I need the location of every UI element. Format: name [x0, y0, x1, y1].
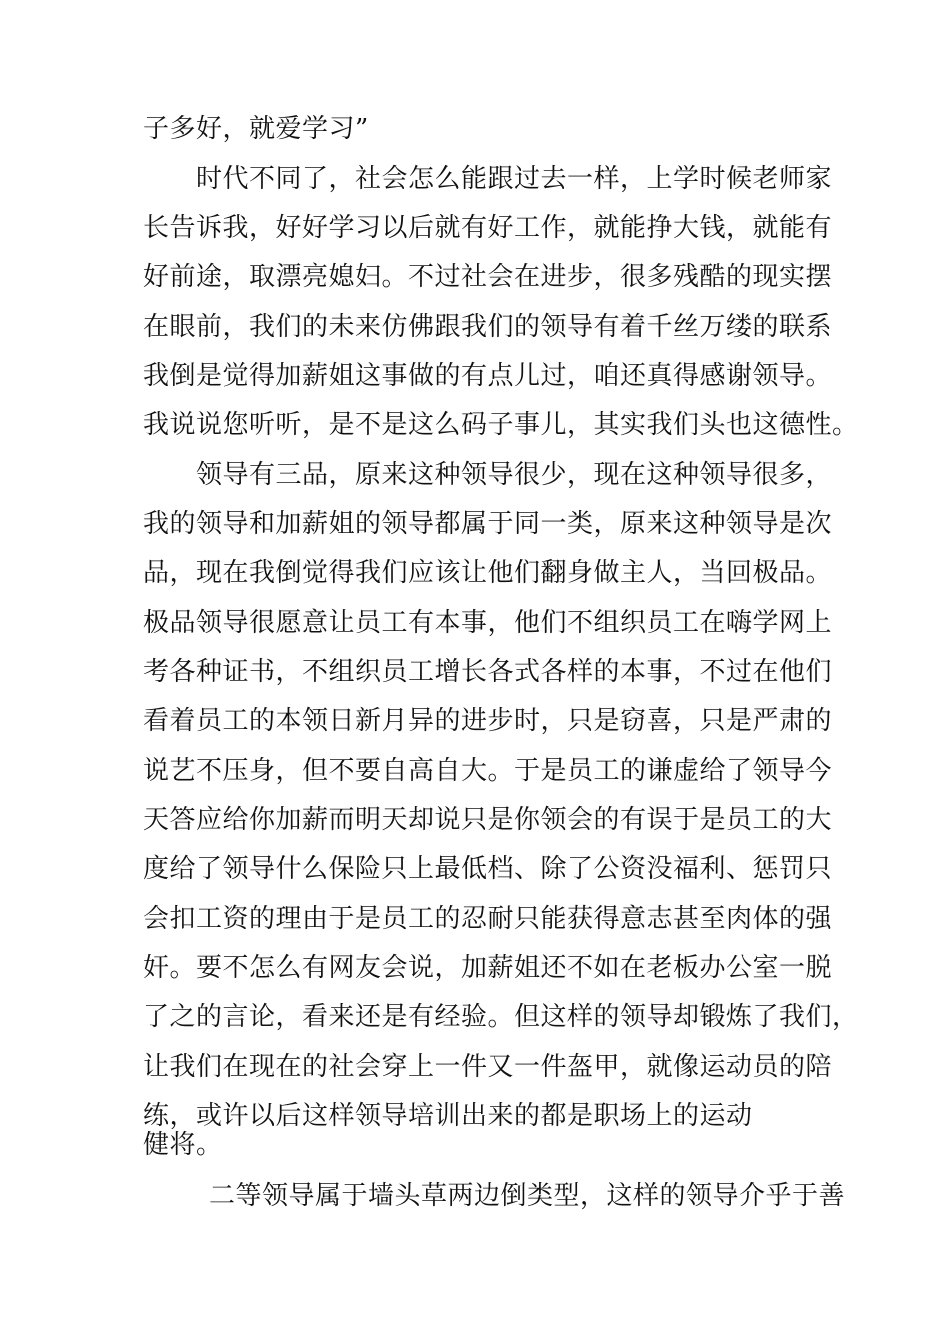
text-line: 长告诉我，好好学习以后就有好工作，就能挣大钱，就能有 — [143, 213, 833, 243]
text-line: 我倒是觉得加薪姐这事做的有点儿过，咱还真得感谢领导。 — [143, 361, 833, 391]
paragraph-start-line: 二等领导属于墙头草两边倒类型，这样的领导介乎于善 — [209, 1181, 846, 1211]
text-line: 了之的言论，看来还是有经验。但这样的领导却锻炼了我们， — [143, 1002, 859, 1032]
text-line: 天答应给你加薪而明天却说只是你领会的有误于是员工的大 — [143, 805, 833, 835]
text-line: 说艺不压身，但不要自高自大。于是员工的谦虚给了领导今 — [143, 756, 833, 786]
text-line: 极品领导很愿意让员工有本事，他们不组织员工在嗨学网上 — [143, 608, 833, 638]
text-line: 品，现在我倒觉得我们应该让他们翻身做主人，当回极品。 — [143, 558, 833, 588]
text-line: 在眼前，我们的未来仿佛跟我们的领导有着千丝万缕的联系 — [143, 312, 833, 342]
paragraph-start-line: 时代不同了，社会怎么能跟过去一样，上学时候老师家 — [196, 164, 833, 194]
text-line: 练，或许以后这样领导培训出来的都是职场上的运动 — [143, 1101, 753, 1131]
text-line: 我的领导和加薪姐的领导都属于同一类，原来这种领导是次 — [143, 509, 833, 539]
text-line: 考各种证书，不组织员工增长各式各样的本事，不过在他们 — [143, 657, 833, 687]
text-line: 奸。要不怎么有网友会说，加薪姐还不如在老板办公室一脱 — [143, 953, 833, 983]
text-line: 让我们在现在的社会穿上一件又一件盔甲，就像运动员的陪 — [143, 1052, 833, 1082]
text-line: 度给了领导什么保险只上最低档、除了公资没福利、惩罚只 — [143, 854, 833, 884]
paragraph-start-line: 领导有三品，原来这种领导很少，现在这种领导很多， — [196, 460, 833, 490]
text-line: 我说说您听听，是不是这么码子事儿，其实我们头也这德性。 — [143, 410, 859, 440]
text-line: 好前途，取漂亮媳妇。不过社会在进步，很多残酷的现实摆 — [143, 262, 833, 292]
text-line: 子多好，就爱学习” — [143, 114, 369, 144]
text-line: 健将。 — [143, 1130, 223, 1160]
text-line: 会扣工资的理由于是员工的忍耐只能获得意志甚至肉体的强 — [143, 904, 833, 934]
text-line: 看着员工的本领日新月异的进步时，只是窃喜，只是严肃的 — [143, 706, 833, 736]
